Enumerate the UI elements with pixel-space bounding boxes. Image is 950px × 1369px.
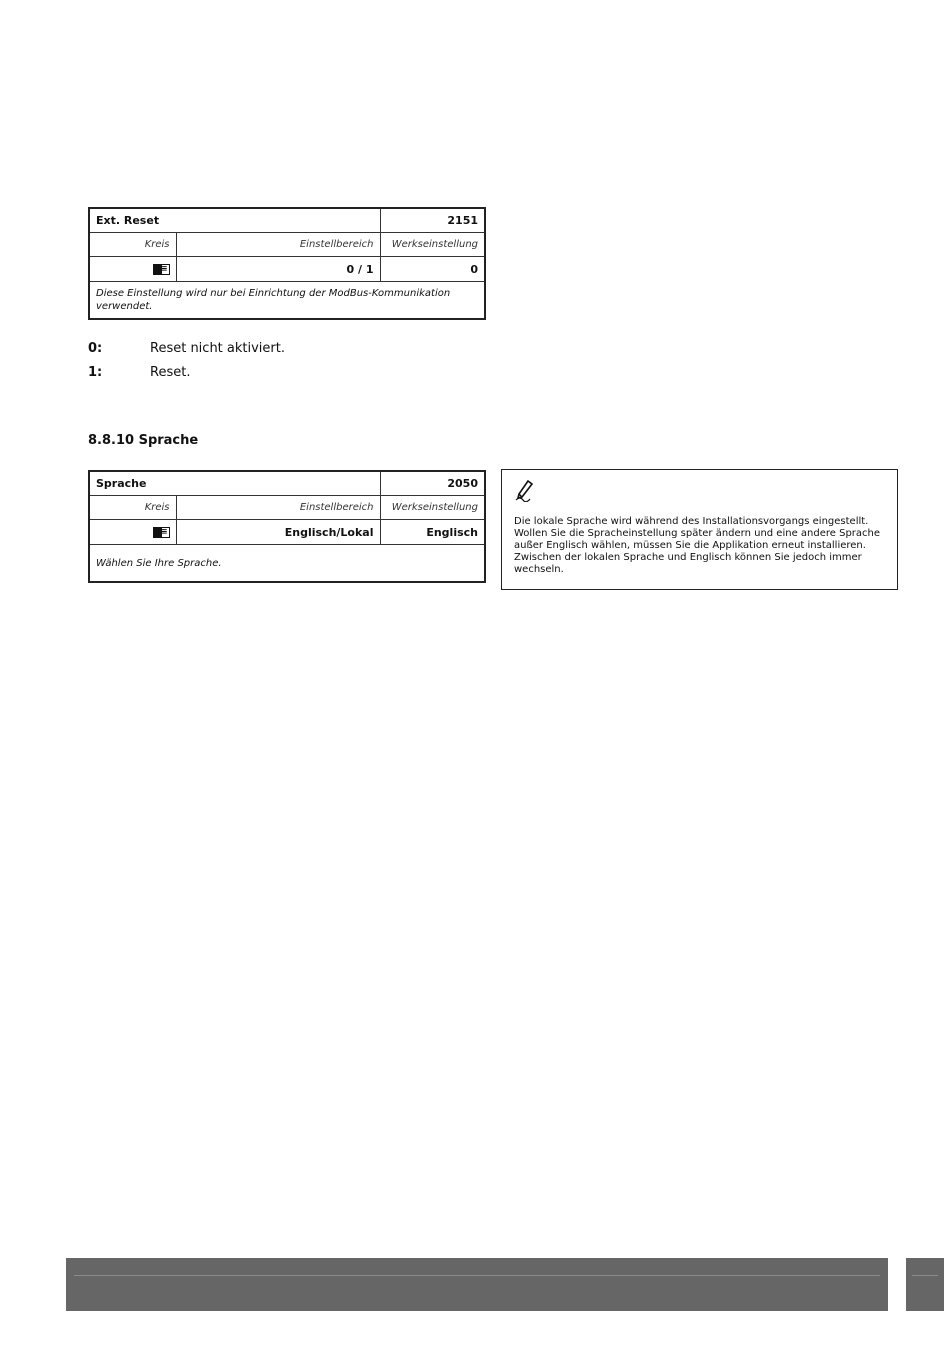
footer-tab bbox=[906, 1258, 944, 1311]
header-werkseinstellung: Werkseinstellung bbox=[380, 233, 485, 257]
value-row bbox=[88, 365, 285, 389]
value-desc: Reset. bbox=[150, 365, 191, 380]
param-title: Ext. Reset bbox=[89, 208, 380, 233]
kreis-cell bbox=[89, 257, 176, 282]
header-werkseinstellung: Werkseinstellung bbox=[380, 496, 485, 520]
ext-reset-table bbox=[88, 207, 486, 320]
value-key: 1: bbox=[88, 365, 103, 380]
note-text: Die lokale Sprache wird während des Installationsvorgangs eingestellt. Wollen Sie die Spracheinstellung später ändern und eine andere Sprache außer Englisch wählen, müssen Sie die Applikation erneut installieren. Zwischen der lokalen Sprache und Englisch können Sie jedoch immer wechseln. bbox=[514, 516, 881, 575]
value-list bbox=[88, 341, 285, 389]
range-value: 0 / 1 bbox=[176, 257, 380, 282]
kreis-cell bbox=[89, 520, 176, 545]
pen-icon bbox=[514, 480, 534, 502]
param-number: 2151 bbox=[380, 208, 485, 233]
header-kreis: Kreis bbox=[89, 233, 176, 257]
circuit-icon: ≡ bbox=[153, 264, 170, 275]
param-title: Sprache bbox=[89, 471, 380, 496]
range-value: Englisch/Lokal bbox=[176, 520, 380, 545]
sprache-table bbox=[88, 470, 486, 583]
value-key: 0: bbox=[88, 341, 103, 356]
value-desc: Reset nicht aktiviert. bbox=[150, 341, 285, 356]
param-note: Diese Einstellung wird nur bei Einrichtung der ModBus-Kommunikation verwendet. bbox=[89, 282, 485, 320]
default-value: 0 bbox=[380, 257, 485, 282]
footer-bar bbox=[66, 1258, 888, 1311]
param-number: 2050 bbox=[380, 471, 485, 496]
note-box bbox=[501, 469, 898, 590]
section-heading: 8.8.10 Sprache bbox=[88, 433, 199, 448]
circuit-icon: ≡ bbox=[153, 527, 170, 538]
value-row bbox=[88, 341, 285, 365]
param-note: Wählen Sie Ihre Sprache. bbox=[89, 545, 485, 583]
default-value: Englisch bbox=[380, 520, 485, 545]
header-einstellbereich: Einstellbereich bbox=[176, 233, 380, 257]
header-kreis: Kreis bbox=[89, 496, 176, 520]
header-einstellbereich: Einstellbereich bbox=[176, 496, 380, 520]
